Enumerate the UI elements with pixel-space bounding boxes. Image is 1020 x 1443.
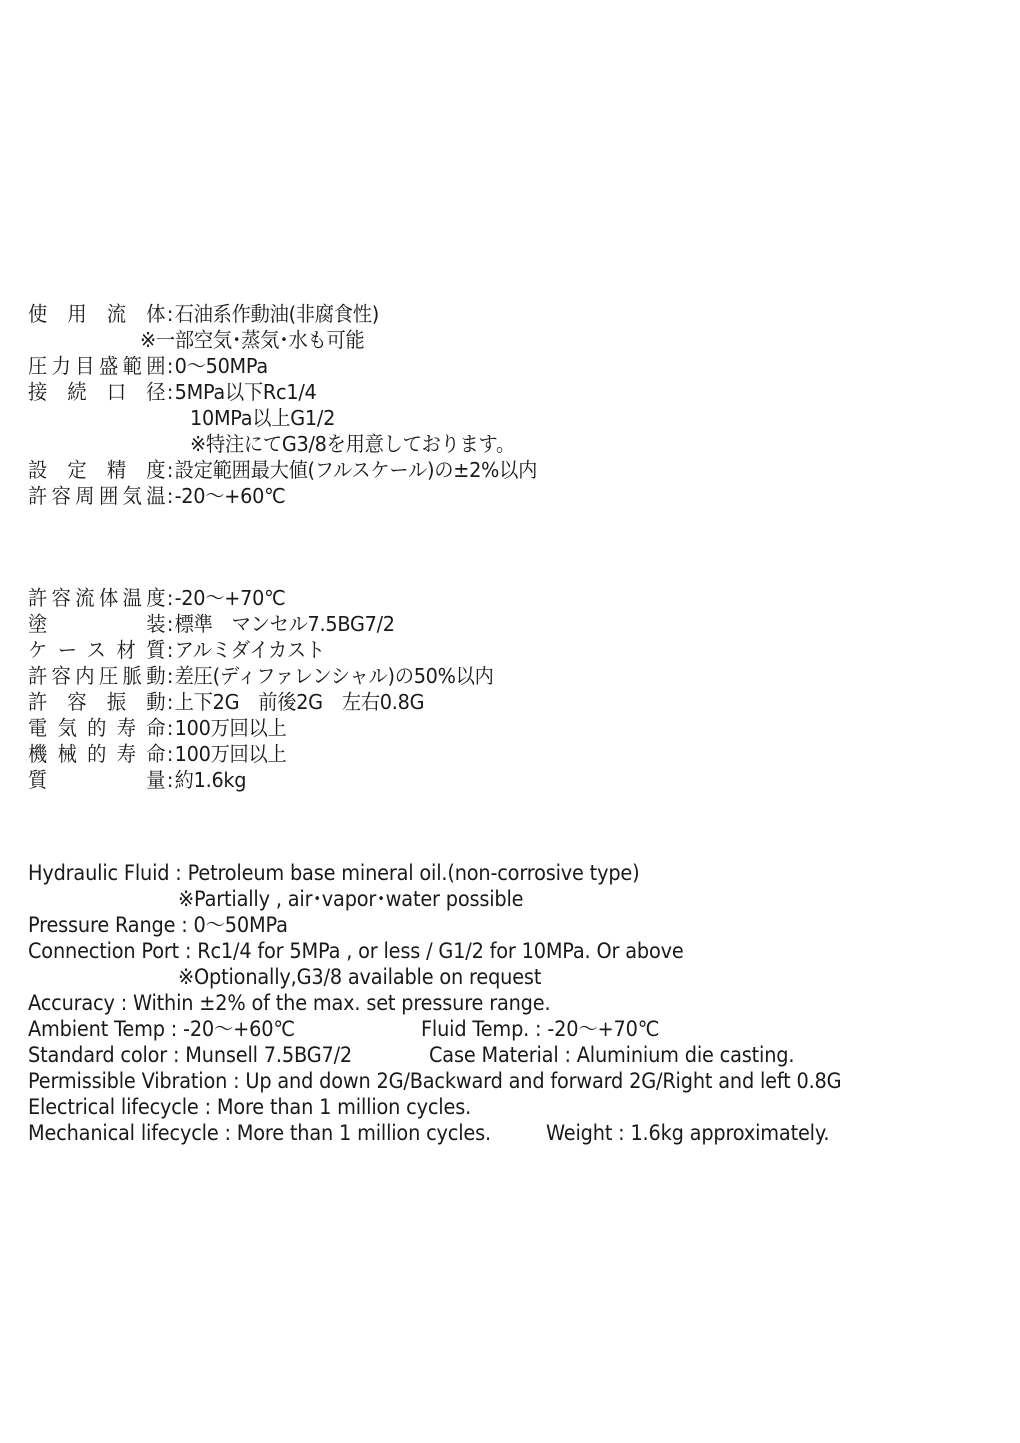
spec-label: ケース材質 xyxy=(28,638,166,662)
spec-label: 圧力目盛範囲 xyxy=(28,354,166,378)
spec-row-connection-port-cont xyxy=(190,405,335,431)
en-fluid-temp: Fluid Temp. : -20～+70℃ xyxy=(421,1017,660,1041)
spec-row-case-material: ケース材質:アルミダイカスト xyxy=(28,638,325,662)
spec-label: 許容周囲気温 xyxy=(28,484,166,508)
spec-label: 塗装 xyxy=(28,612,166,636)
spec-label: 許容流体温度 xyxy=(28,586,166,610)
spec-row-electrical-life: 電気的寿命:100万回以上 xyxy=(28,716,287,740)
en-vibration: Permissible Vibration : Up and down 2G/Backward and forward 2G/Right and left 0.8G xyxy=(28,1069,842,1093)
spec-label: 許容振動 xyxy=(28,690,166,714)
spec-value: 100万回以上 xyxy=(174,716,287,740)
spec-label: 機械的寿命 xyxy=(28,742,166,766)
spec-row-mechanical-life: 機械的寿命:100万回以上 xyxy=(28,742,287,766)
en-partially: ※Partially , air･vapor･water possible xyxy=(178,887,524,911)
spec-note: ※特注にてG3/8を用意しております。 xyxy=(190,432,515,456)
spec-value: -20～+70℃ xyxy=(174,586,286,610)
spec-value: 石油系作動油(非腐食性) xyxy=(174,302,380,326)
spec-label: 設定精度 xyxy=(28,458,166,482)
spec-row-pulsation: 許容内圧脈動:差圧(ディファレンシャル)の50%以内 xyxy=(28,664,494,688)
spec-row-pressure-range: 圧力目盛範囲:0～50MPa xyxy=(28,354,268,378)
spec-value: 標準 マンセル7.5BG7/2 xyxy=(174,612,395,636)
spec-label: 許容内圧脈動 xyxy=(28,664,166,688)
spec-value: 差圧(ディファレンシャル)の50%以内 xyxy=(174,664,494,688)
spec-value: アルミダイカスト xyxy=(174,638,325,662)
spec-label: 接続口径 xyxy=(28,380,166,404)
spec-value: 設定範囲最大値(フルスケール)の±2%以内 xyxy=(174,458,538,482)
en-standard-color: Standard color : Munsell 7.5BG7/2 xyxy=(28,1043,353,1067)
spec-value: -20～+60℃ xyxy=(174,484,286,508)
spec-note: 10MPa以上G1/2 xyxy=(190,406,336,430)
spec-row-fluid: 使用流体:石油系作動油(非腐食性) xyxy=(28,302,380,326)
spec-row-coating: 塗装:標準 マンセル7.5BG7/2 xyxy=(28,612,395,636)
spec-row-fluid-temp: 許容流体温度:-20～+70℃ xyxy=(28,586,286,610)
spec-row-connection-port: 接続口径:5MPa以下Rc1/4 xyxy=(28,380,317,404)
en-electrical-lifecycle: Electrical lifecycle : More than 1 million cycles. xyxy=(28,1095,472,1119)
spec-row-vibration: 許容振動:上下2G 前後2G 左右0.8G xyxy=(28,690,425,714)
en-hydraulic-fluid: Hydraulic Fluid : Petroleum base mineral oil.(non-corrosive type) xyxy=(28,861,640,885)
spec-row-accuracy: 設定精度:設定範囲最大値(フルスケール)の±2%以内 xyxy=(28,458,538,482)
spec-row-ambient-temp: 許容周囲気温:-20～+60℃ xyxy=(28,484,286,508)
en-ambient-temp: Ambient Temp : -20～+60℃ xyxy=(28,1017,295,1041)
en-mechanical-lifecycle: Mechanical lifecycle : More than 1 million cycles. xyxy=(28,1121,491,1145)
spec-row-connection-port-note xyxy=(190,431,515,457)
spec-value: 上下2G 前後2G 左右0.8G xyxy=(174,690,425,714)
en-connection-port: Connection Port : Rc1/4 for 5MPa , or less / G1/2 for 10MPa. Or above xyxy=(28,939,684,963)
spec-value: 100万回以上 xyxy=(174,742,287,766)
spec-value: 0～50MPa xyxy=(174,354,268,378)
en-weight: Weight : 1.6kg approximately. xyxy=(546,1121,830,1145)
spec-row-weight: 質量:約1.6kg xyxy=(28,768,247,792)
spec-label: 使用流体 xyxy=(28,302,166,326)
spec-value: 約1.6kg xyxy=(174,768,247,792)
en-optionally: ※Optionally,G3/8 available on request xyxy=(178,965,542,989)
en-case-material: Case Material : Aluminium die casting. xyxy=(429,1043,795,1067)
en-accuracy: Accuracy : Within ±2% of the max. set pressure range. xyxy=(28,991,551,1015)
en-pressure-range: Pressure Range : 0～50MPa xyxy=(28,913,288,937)
spec-label: 電気的寿命 xyxy=(28,716,166,740)
spec-row-fluid-note xyxy=(140,327,364,353)
spec-value: 5MPa以下Rc1/4 xyxy=(174,380,317,404)
spec-note: ※一部空気･蒸気･水も可能 xyxy=(140,328,365,352)
spec-label: 質量 xyxy=(28,768,166,792)
